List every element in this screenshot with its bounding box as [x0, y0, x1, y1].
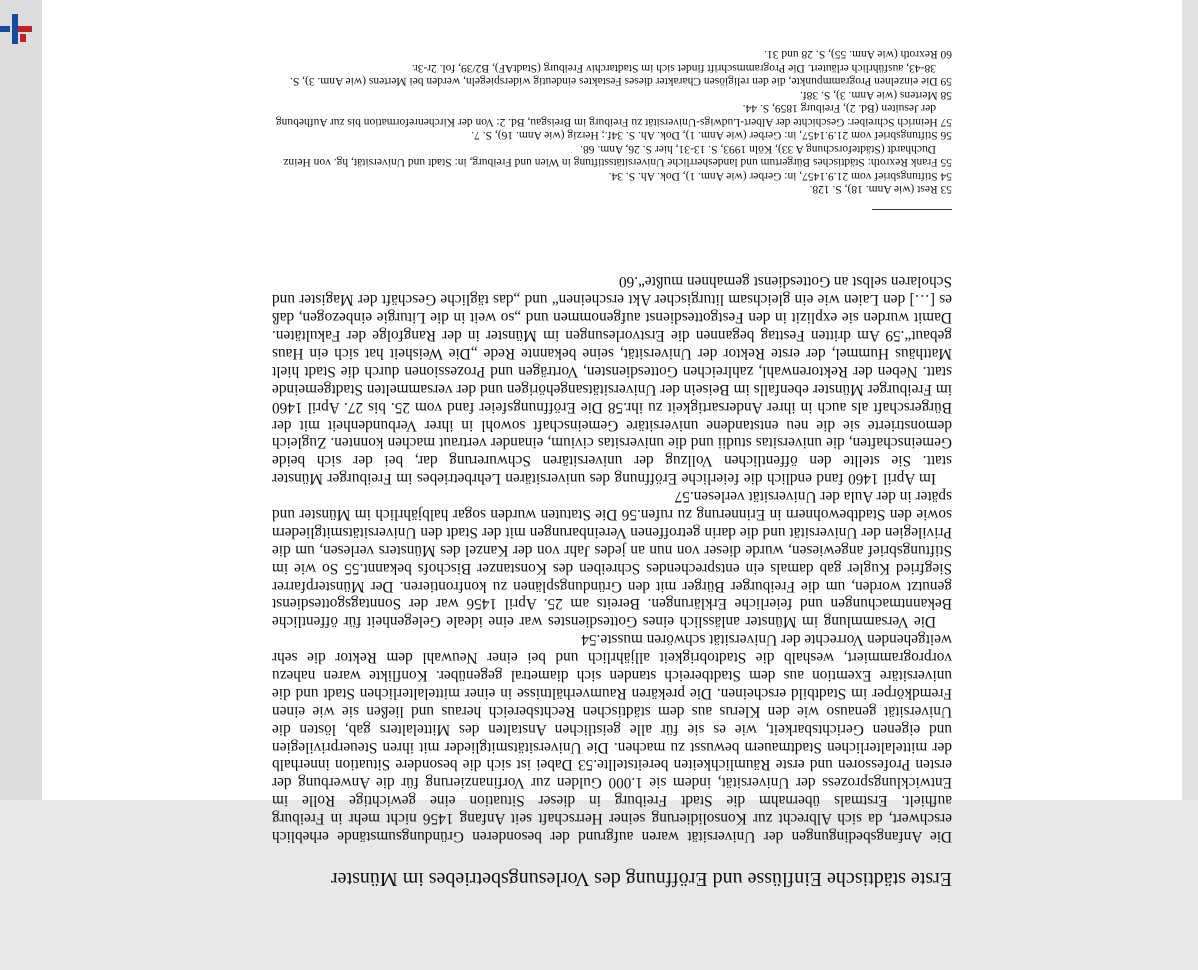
footnote-divider	[872, 209, 952, 210]
viewer-right-scrollbar[interactable]	[1182, 0, 1198, 800]
paragraph-3: Im April 1460 fand endlich die feierliche Eröffnung des universitären Lehrbetriebes im Freiburger Münster statt. Sie stellte den öffentlichen Vollzug der universitären Schwurerung dar, bei der sich beide Gemeinschaften, die universitas studii und die universitas civium, einander vertraut machen konnten. Zugleich demonstrierte sie die neu entstandene universitäre Gemeinschaft sowohl in ihrer Verbundenheit mit der Bürgerschaft als auch in ihrer Andersartigkeit zu ihr.58 Die Eröffnungsfeier fand vom 25. bis 27. April 1460 im Freiburger Münster ebenfalls im Beisein der Universitätsangehörigen und der versammelten Stadtgemeinde statt. Neben der Rektorenwahl, zahlreichen Gottesdiensten, Vorträgen und Prozessionen durch die Stadt hielt Matthäus Hummel, der erste Rektor der Universität, seine bekannte Rede „Die Weisheit hat sich ein Haus gebaut“.59 Am dritten Festtag begannen die Erstvorlesungen im Münster in der Rangfolge der Fakultäten. Damit wurden sie explizit in den Festgottesdienst aufgenommen und „so weit in die Liturgie einbezogen, daß es […] den Laien wie ein gleichsam liturgischer Akt erscheinen“ und „das tägliche Geschäft der Magister und Scholaren selbst an Gottesdienst gemahnen mußte“.60	[272, 273, 952, 488]
body-text	[272, 273, 952, 846]
footnotes	[272, 47, 952, 195]
footnote-59: 59 Die einzelnen Programmpunkte, die den religiösen Charakter dieses Festaktes eindeutig widerspiegeln, werden bei Mertens (wie Anm. 3), S. 38-43, ausführlich erläutert. Die Programmschrift findet sich im Stadtarchiv Freiburg (StadtAF), B2/39, fol. 2r-3r.	[289, 61, 952, 88]
footnote-58: 58 Mertens (wie Anm. 3), S. 38f.	[799, 88, 952, 101]
paragraph-2: Die Versammlung im Münster anlässlich eines Gottesdienstes war eine ideale Gelegenheit für öffentliche Bekanntmachungen und feierliche Erklärungen. Bereits am 25. April 1456 war der Sonntagsgottesdienst genutzt worden, um die Freiburger Bürger mit den Gründungsplänen zu konfrontieren. Der Münsterpfarrer Siegfried Kugler gab damals ein entsprechendes Schreiben des Konstanzer Bischofs bekannt.55 So wie im Stiftungsbrief angewiesen, wurde dieser von nun an jedes Jahr von der Kanzel des Münsters verlesen, um die Privilegien der Universität und die darin getroffenen Vereinbarungen mit der Stadt den Universitätsmitgliedern sowie den Stadtbewohnern in Erinnerung zu rufen.56 Die Statuten wurden sogar halbjährlich im Münster und später in der Aula der Universität verlesen.57	[272, 488, 952, 631]
paragraph-1: Die Anfangsbedingungen der Universität waren aufgrund der besonderen Gründungsumstände erheblich erschwert, da sich Albrecht zur Konsolidierung seiner Herrschaft seit Anfang 1456 nicht mehr in Freiburg aufhielt. Erstmals übernahm die Stadt Freiburg in dieser Situation eine gewichtige Rolle im Entwicklungsprozess der Universität, indem sie 1.000 Gulden zur Vorfinanzierung für die Anwerbung der ersten Professoren und erste Räumlichkeiten bereitstellte.53 Dabei ist sich die besondere Situation innerhalb der mittelalterlichen Stadtmauern bewusst zu machen. Die Universitätsmitglieder mit ihren Steuerprivilegien und eigenen Gerichtsbarkeit, wie es sie für alle geistlichen Anstalten des Mittelalters gab, lösten die Universität genauso wie den Klerus aus dem städtischen Rechtsbereich heraus und ließen sie wie einen Fremdkörper im Stadtbild erscheinen. Die prekären Raumverhältnisse in einer mittelalterlichen Stadt und die universitäre Exemtion aus dem Stadtbereich standen sich diametral gegenüber. Konflikte waren nahezu vorprogrammiert, weshalb die Stadtobrigkeit alljährlich und bei einer Neuwahl dem Rektor die sehr weitgehenden Vorrechte der Universität schwören musste.54	[272, 631, 952, 845]
section-heading: Erste städtische Einflüsse und Eröffnung des Vorlesungsbetriebes im Münster	[330, 868, 952, 890]
document-page	[42, 0, 1182, 890]
footnote-56: 56 Stiftungsbrief vom 21.9.1457, in: Gerber (wie Anm. 1), Dok. Ah. S. 34f.; Herzig (wie Anm. 16), S. 7.	[471, 129, 952, 142]
rotated-page-content	[212, 0, 1012, 970]
footnote-60: 60 Rexroth (wie Anm. 55), S. 28 und 31.	[764, 48, 952, 61]
viewer-left-panel	[0, 0, 42, 800]
footnote-57: 57 Heinrich Schreiber: Geschichte der Albert-Ludwigs-Universität zu Freiburg im Breisgau, Bd. 2: Von der Kirchenreformation bis zur Aufhebung der Jesuiten (Bd. 2), Freiburg 1859, S. 44.	[275, 102, 952, 128]
footnote-55: 55 Frank Rexroth: Städtisches Bürgertum und landesherrliche Universitätsstiftung in Wien und Freiburg, in: Stadt und Universität, hg. von Heinz Duchhardt (Städteforschung A 33), Köln 1993, S. 13-31, hier S. 26, Anm. 68.	[283, 142, 952, 169]
footnote-53: 53 Rest (wie Anm. 18), S. 128.	[809, 183, 952, 195]
footnote-54: 54 Stiftungsbrief vom 21.9.1457, in: Gerber (wie Anm. 1), Dok. Ah. S. 34.	[608, 169, 952, 182]
library-logo-icon	[0, 12, 34, 46]
